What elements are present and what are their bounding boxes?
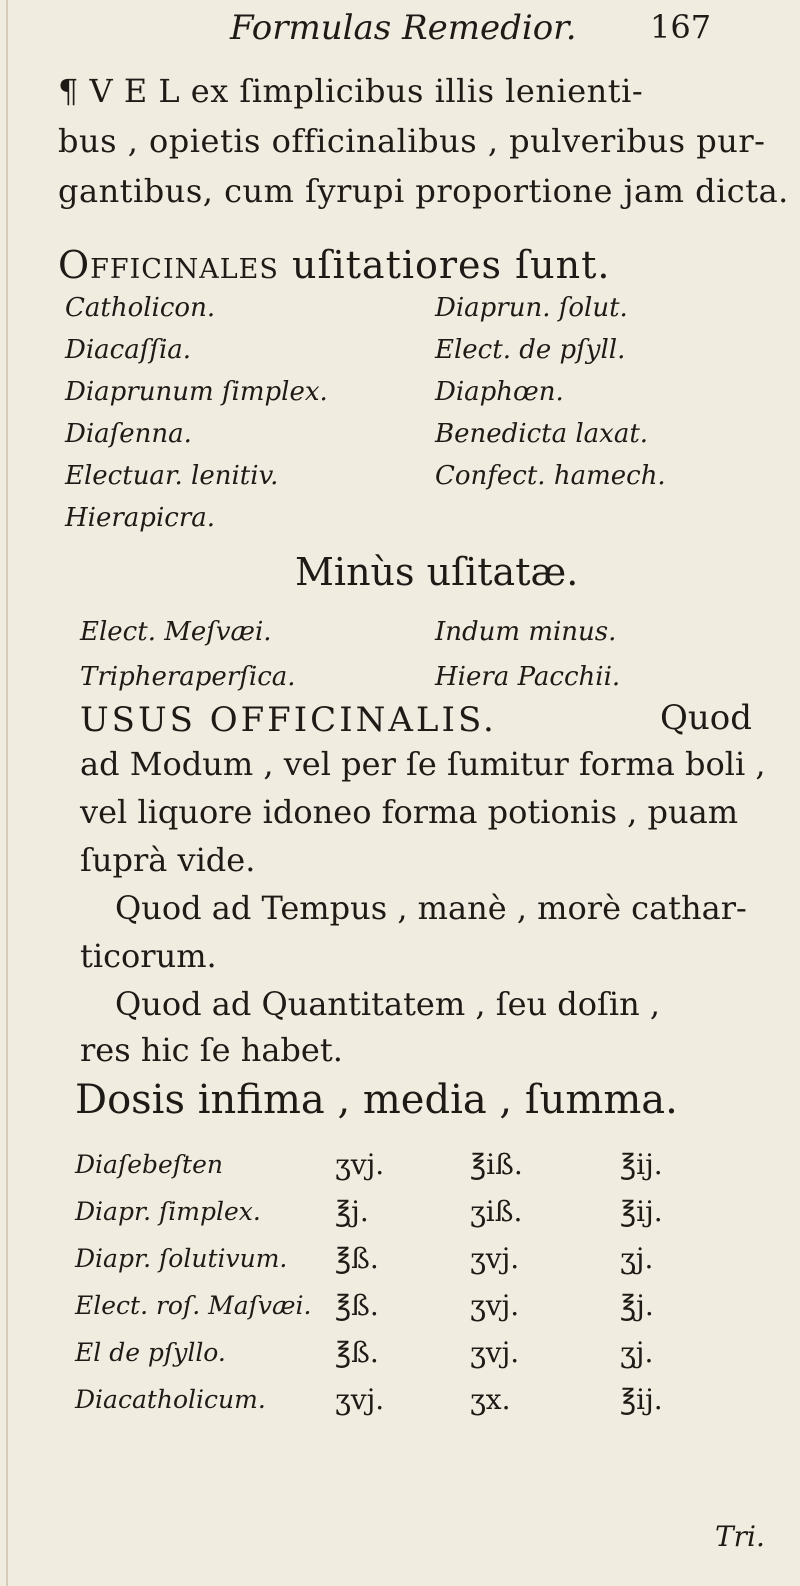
officinal-right-item: Diaprun. ſolut. xyxy=(435,293,628,323)
dose-summa: ℥j. xyxy=(620,1289,654,1322)
dose-drug: El de pſyllo. xyxy=(75,1338,226,1367)
officinal-left-item: Diaprunum ſimplex. xyxy=(65,377,328,407)
dose-drug: Diaſebeſten xyxy=(75,1150,223,1179)
dose-media: ʒvj. xyxy=(470,1242,520,1275)
dose-infima: ʒvj. xyxy=(335,1148,385,1181)
intro-line-1: ¶ V E L ex ſimplicibus illis lenienti- xyxy=(58,72,644,110)
dose-summa: ℥ij. xyxy=(620,1148,663,1181)
minus-right-item: Hiera Pacchii. xyxy=(435,662,621,692)
usus-line: res hic ſe habet. xyxy=(80,1031,343,1069)
dose-media: ʒx. xyxy=(470,1383,511,1416)
officinal-left-item: Catholicon. xyxy=(65,293,216,323)
intro-line-3: gantibus, cum ſyrupi proportione jam dicta. xyxy=(58,172,789,210)
dose-media: ʒvj. xyxy=(470,1289,520,1322)
dose-infima: ℥j. xyxy=(335,1195,369,1228)
dose-drug: Diapr. ſimplex. xyxy=(75,1197,261,1226)
dose-summa: ʒj. xyxy=(620,1242,654,1275)
dose-media: ℥iß. xyxy=(470,1148,523,1181)
usus-line: vel liquore idoneo forma potionis , puam xyxy=(80,793,739,831)
dosis-heading: Dosis infima , media , ſumma. xyxy=(75,1077,678,1123)
usus-quod: Quod xyxy=(660,698,753,738)
minus-left-item: Elect. Meſvæi. xyxy=(80,617,272,647)
minus-left-item: Tripheraperſica. xyxy=(80,662,296,692)
intro-line-2: bus , opietis officinalibus , pulveribus pur- xyxy=(58,122,766,160)
usus-heading: USUS OFFICINALIS. xyxy=(80,700,497,740)
minus-right-item: Indum minus. xyxy=(435,617,617,647)
section-minus: Minùs uſitatæ. xyxy=(295,550,579,594)
officinal-right-item: Benedicta laxat. xyxy=(435,419,649,449)
catchword: Tri. xyxy=(715,1520,765,1553)
officinal-right-item: Confect. hamech. xyxy=(435,461,666,491)
dose-media: ʒvj. xyxy=(470,1336,520,1369)
usus-line: ad Modum , vel per ſe ſumitur forma boli , xyxy=(80,745,766,783)
usus-line: Quod ad Tempus , manè , morè cathar- xyxy=(115,889,747,927)
officinal-left-item: Diacaſſia. xyxy=(65,335,192,365)
section-officinales-rest: uſitatiores ſunt. xyxy=(291,243,611,287)
dose-summa: ʒj. xyxy=(620,1336,654,1369)
page-number: 167 xyxy=(650,8,712,46)
officinal-right-item: Elect. de pſyll. xyxy=(435,335,626,365)
officinal-right-item: Diaphœn. xyxy=(435,377,564,407)
dose-infima: ℥ß. xyxy=(335,1289,379,1322)
dose-infima: ʒvj. xyxy=(335,1383,385,1416)
page-edge-shadow xyxy=(6,0,8,1586)
dose-summa: ℥ij. xyxy=(620,1195,663,1228)
section-officinales-lead: Officinales xyxy=(58,243,279,287)
usus-line: ticorum. xyxy=(80,937,217,975)
dose-infima: ℥ß. xyxy=(335,1242,379,1275)
officinal-left-item: Diaſenna. xyxy=(65,419,192,449)
section-officinales xyxy=(58,243,610,287)
dose-drug: Diapr. ſolutivum. xyxy=(75,1244,288,1273)
officinal-left-item: Electuar. lenitiv. xyxy=(65,461,279,491)
dose-summa: ℥ij. xyxy=(620,1383,663,1416)
running-head: Formulas Remedior. xyxy=(230,8,577,48)
usus-line: ſuprà vide. xyxy=(80,841,256,879)
usus-line: Quod ad Quantitatem , ſeu doſin , xyxy=(115,985,661,1023)
dose-drug: Elect. roſ. Maſvæi. xyxy=(75,1291,312,1320)
dose-infima: ℥ß. xyxy=(335,1336,379,1369)
dose-media: ʒiß. xyxy=(470,1195,523,1228)
officinal-left-item: Hierapicra. xyxy=(65,503,216,533)
dose-drug: Diacatholicum. xyxy=(75,1385,266,1414)
